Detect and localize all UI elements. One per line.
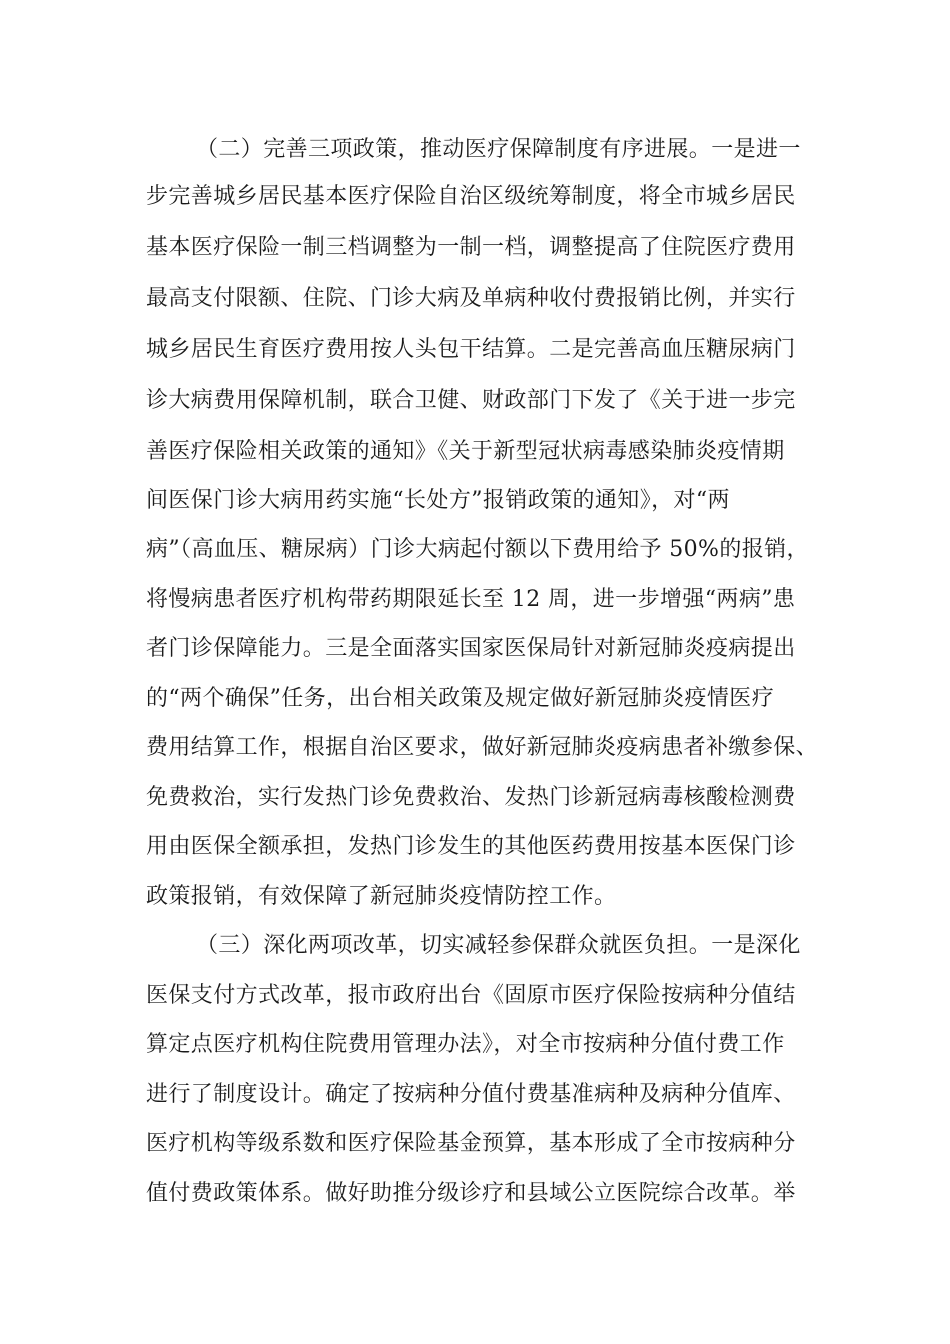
paragraph-2-line-2: 步完善城乡居民基本医疗保险自治区级统筹制度，将全市城乡居民	[146, 184, 796, 209]
paragraph-2-line-10: 将慢病患者医疗机构带药期限延长至 12 周，进一步增强“两病”患	[146, 587, 796, 612]
paragraph-2-line-4: 最高支付限额、住院、门诊大病及单病种收付费报销比例，并实行	[146, 286, 796, 311]
paragraph-3-line-3: 算定点医疗机构住院费用管理办法》，对全市按病种分值付费工作	[146, 1032, 785, 1057]
paragraph-2-line-1: （二）完善三项政策，推动医疗保障制度有序进展。一是进一	[196, 137, 801, 162]
paragraph-3-line-4: 进行了制度设计。确定了按病种分值付费基准病种及病种分值库、	[146, 1082, 796, 1107]
paragraph-2-line-8: 间医保门诊大病用药实施“长处方”报销政策的通知》，对“两	[146, 488, 730, 513]
paragraph-3-line-1: （三）深化两项改革，切实减轻参保群众就医负担。一是深化	[196, 933, 801, 958]
paragraph-3-line-6: 值付费政策体系。做好助推分级诊疗和县域公立医院综合改革。举	[146, 1181, 796, 1206]
paragraph-2-line-3: 基本医疗保险一制三档调整为一制一档，调整提高了住院医疗费用	[146, 235, 796, 260]
paragraph-2-line-16: 政策报销，有效保障了新冠肺炎疫情防控工作。	[146, 884, 617, 909]
paragraph-2-line-9: 病”（高血压、糖尿病）门诊大病起付额以下费用给予 50%的报销，	[146, 537, 809, 562]
paragraph-2-line-14: 免费救治，实行发热门诊免费救治、发热门诊新冠病毒核酸检测费	[146, 785, 796, 810]
paragraph-2-line-7: 善医疗保险相关政策的通知》《关于新型冠状病毒感染肺炎疫情期	[146, 439, 785, 464]
paragraph-2-line-6: 诊大病费用保障机制，联合卫健、财政部门下发了《关于进一步完	[146, 388, 796, 413]
paragraph-2-line-5: 城乡居民生育医疗费用按人头包干结算。二是完善高血压糖尿病门	[146, 337, 796, 362]
paragraph-2-line-11: 者门诊保障能力。三是全面落实国家医保局针对新冠肺炎疫病提出	[146, 636, 796, 661]
paragraph-3-line-5: 医疗机构等级系数和医疗保险基金预算，基本形成了全市按病种分	[146, 1131, 796, 1156]
paragraph-2-line-12: 的“两个确保”任务，出台相关政策及规定做好新冠肺炎疫情医疗	[146, 686, 775, 711]
paragraph-2-line-15: 用由医保全额承担，发热门诊发生的其他医药费用按基本医保门诊	[146, 834, 796, 859]
paragraph-3-line-2: 医保支付方式改革，报市政府出台《固原市医疗保险按病种分值结	[146, 983, 796, 1008]
paragraph-2-line-13: 费用结算工作，根据自治区要求，做好新冠肺炎疫病患者补缴参保、	[146, 735, 819, 760]
